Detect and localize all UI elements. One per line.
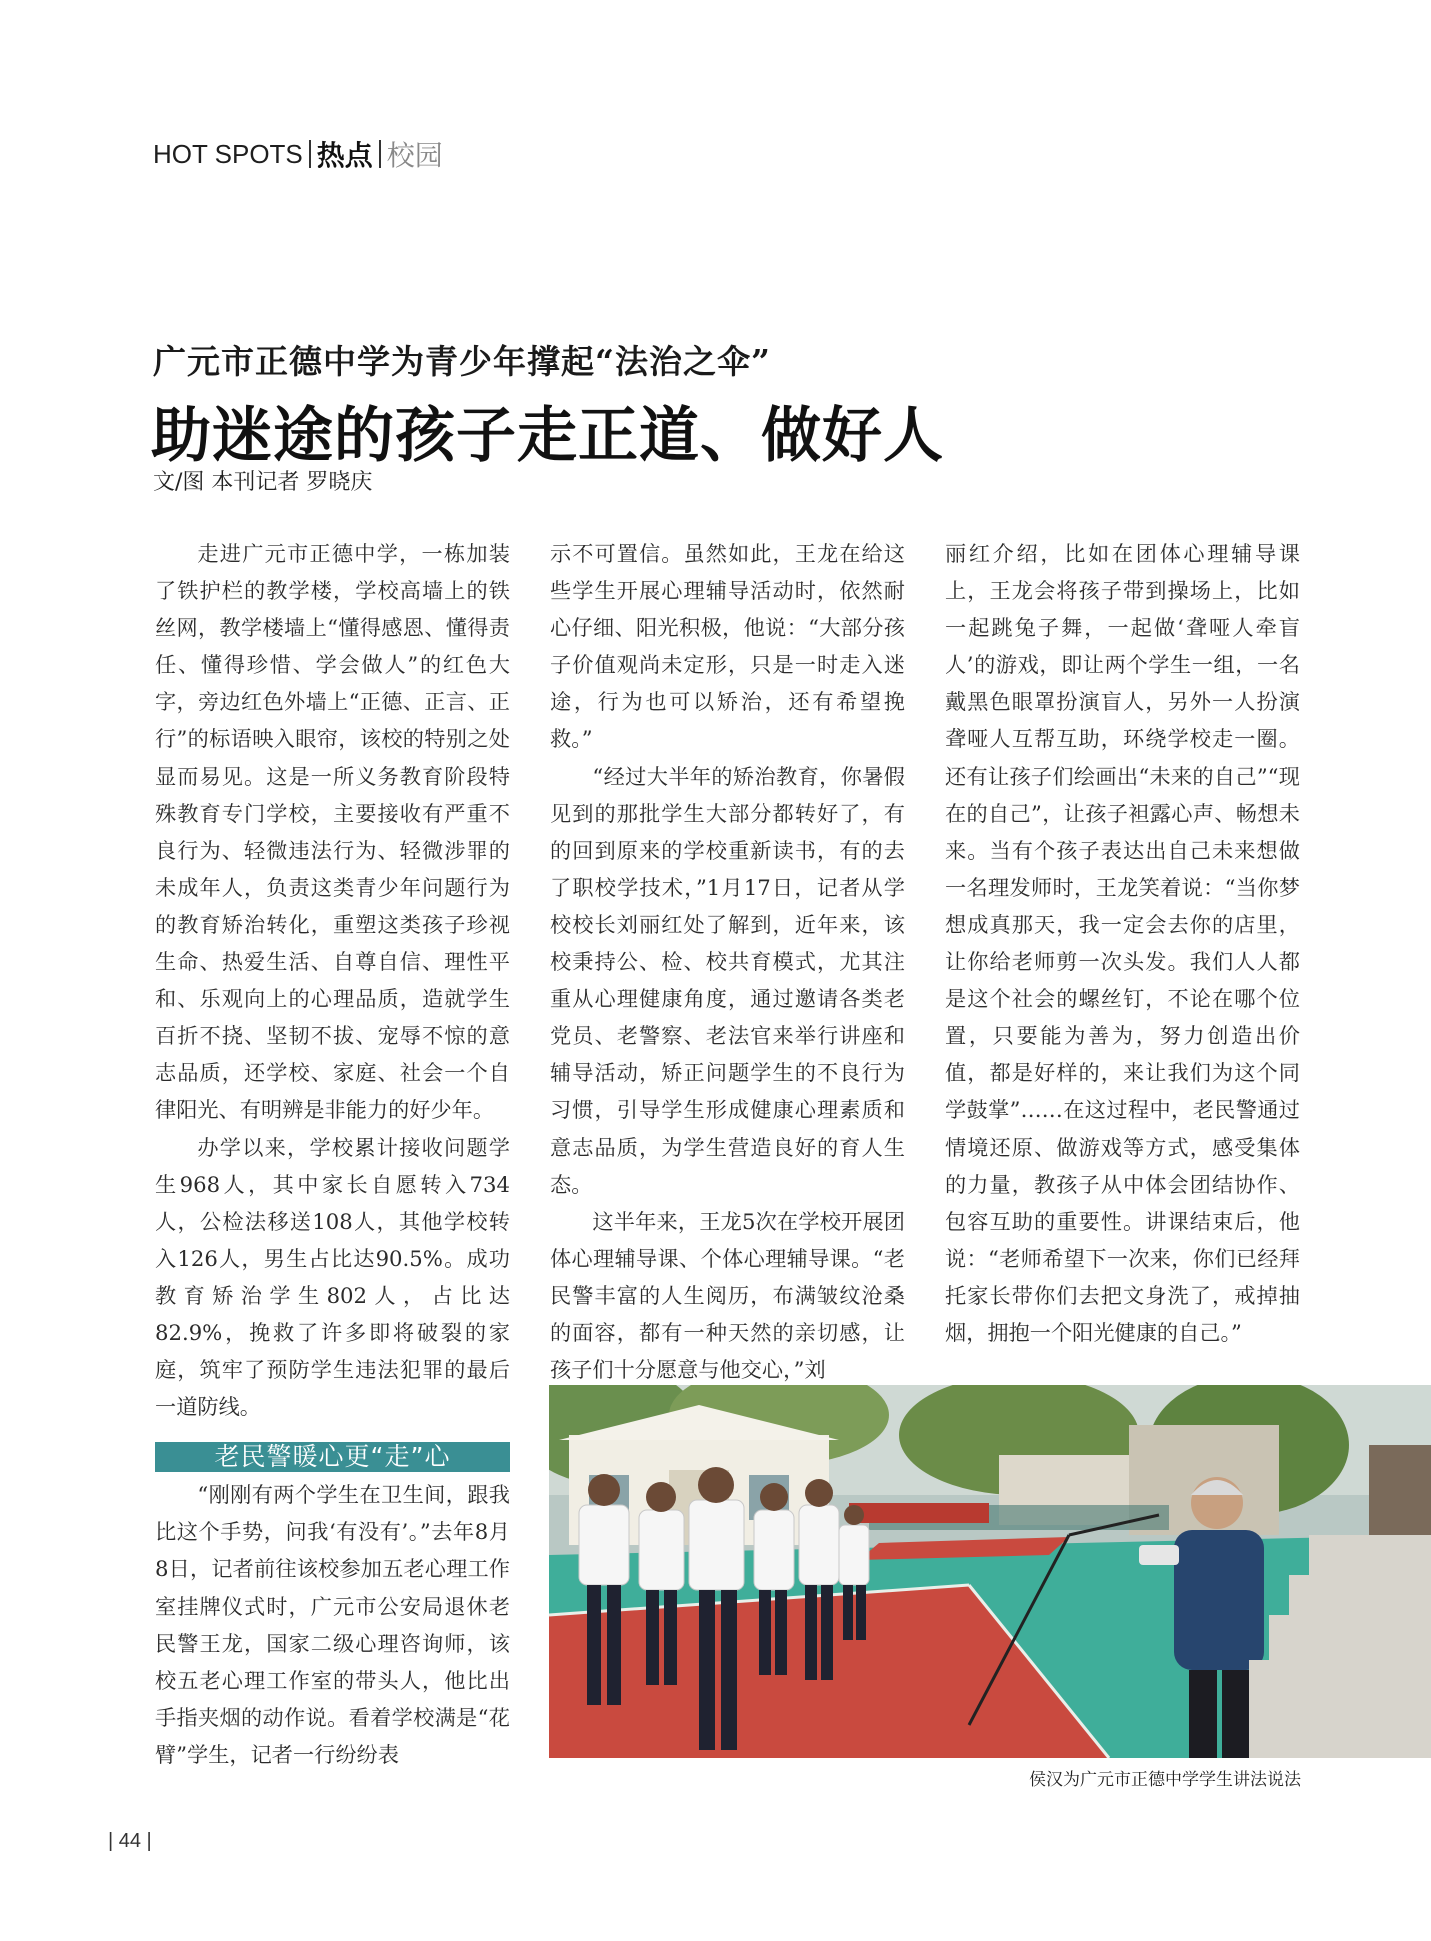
text-column-3 [945, 535, 1300, 1351]
header-divider [309, 140, 311, 168]
paragraph: 丽红介绍，比如在团体心理辅导课上，王龙会将孩子带到操场上，比如一起跳兔子舞，一起做‘聋哑人牵盲人’的游戏，即让两个学生一组，一名戴黑色眼罩扮演盲人，另外一人扮演聋哑人互帮互助，环绕学校走一圈。还有让孩子们绘画出“未来的自己”“现在的自己”，让孩子袒露心声、畅想未来。当有个孩子表达出自己未来想做一名理发师时，王龙笑着说：“当你梦想成真那天，我一定会去你的店里，让你给老师剪一次头发。我们人人都是这个社会的螺丝钉，不论在哪个位置，只要能为善为，努力创造出价值，都是好样的，来让我们为这个同学鼓掌”……在这过程中，老民警通过情境还原、做游戏等方式，感受集体的力量，教孩子从中体会团结协作、包容互助的重要性。讲课结束后，他说：“老师希望下一次来，你们已经拜托家长带你们去把文身洗了，戒掉抽烟，拥抱一个阳光健康的自己。” [945, 541, 1300, 1345]
article-subtitle: 广元市正德中学为青少年撑起“法治之伞” [153, 342, 771, 381]
header-hot: 热点 [316, 139, 373, 172]
photo-illustration [549, 1385, 1431, 1758]
article-title: 助迷途的孩子走正道、做好人 [151, 401, 944, 471]
paragraph: 这半年来，王龙5次在学校开展团体心理辅导课、个体心理辅导课。“老民警丰富的人生阅历，布满皱纹沧桑的面容，都有一种天然的亲切感，让孩子们十分愿意与他交心，”刘 [550, 1208, 905, 1383]
text-column-2 [550, 535, 905, 1388]
article-byline: 文/图 本刊记者 罗晓庆 [153, 470, 373, 495]
header-divider [379, 140, 381, 168]
paragraph: “经过大半年的矫治教育，你暑假见到的那批学生大部分都转好了，有的回到原来的学校重新读书，有的去了职校学技术，”1月17日，记者从学校校长刘丽红处了解到，近年来，该校秉持公、检、校共育模式，尤其注重从心理健康角度，通过邀请各类老党员、老警察、老法官来举行讲座和辅导活动，矫正问题学生的不良行为习惯，引导学生形成健康心理素质和意志品质，为学生营造良好的育人生态。 [550, 763, 905, 1197]
article-photo [549, 1385, 1431, 1758]
section-heading: 老民警暖心更“走”心 [155, 1442, 510, 1472]
paragraph: 示不可置信。虽然如此，王龙在给这些学生开展心理辅导活动时，依然耐心仔细、阳光积极，他说：“大部分孩子价值观尚未定形，只是一时走入迷途，行为也可以矫治，还有希望挽救。” [550, 541, 905, 752]
header-section: 校园 [386, 139, 443, 172]
header-hot-spots: HOT SPOTS [153, 138, 303, 169]
paragraph: 办学以来，学校累计接收问题学生968人，其中家长自愿转入734人，公检法移送108人，其他学校转入126人，男生占比达90.5%。成功教育矫治学生802人，占比达82.9%，挽救了许多即将破裂的家庭，筑牢了预防学生违法犯罪的最后一道防线。 [155, 1134, 510, 1420]
page-number: | 44 | [108, 1830, 152, 1852]
paragraph: “刚刚有两个学生在卫生间，跟我比这个手势，问我‘有没有’。”去年8月8日，记者前往该校参加五老心理工作室挂牌仪式时，广元市公安局退休老民警王龙，国家二级心理咨询师，该校五老心理工作室的带头人，他比出手指夹烟的动作说。看着学校满是“花臂”学生，记者一行纷纷表 [155, 1482, 510, 1767]
photo-caption: 侯汉为广元市正德中学学生讲法说法 [1029, 1770, 1301, 1790]
running-header [153, 136, 443, 172]
paragraph: 走进广元市正德中学，一栋加装了铁护栏的教学楼，学校高墙上的铁丝网，教学楼墙上“懂得感恩、懂得责任、懂得珍惜、学会做人”的红色大字，旁边红色外墙上“正德、正言、正行”的标语映入眼帘，该校的特别之处显而易见。这是一所义务教育阶段特殊教育专门学校，主要接收有严重不良行为、轻微违法行为、轻微涉罪的未成年人，负责这类青少年问题行为的教育矫治转化，重塑这类孩子珍视生命、热爱生活、自尊自信、理性平和、乐观向上的心理品质，造就学生百折不挠、坚韧不拔、宠辱不惊的意志品质，还学校、家庭、社会一个自律阳光、有明辨是非能力的好少年。 [155, 541, 510, 1123]
text-column-1 [155, 535, 510, 1773]
